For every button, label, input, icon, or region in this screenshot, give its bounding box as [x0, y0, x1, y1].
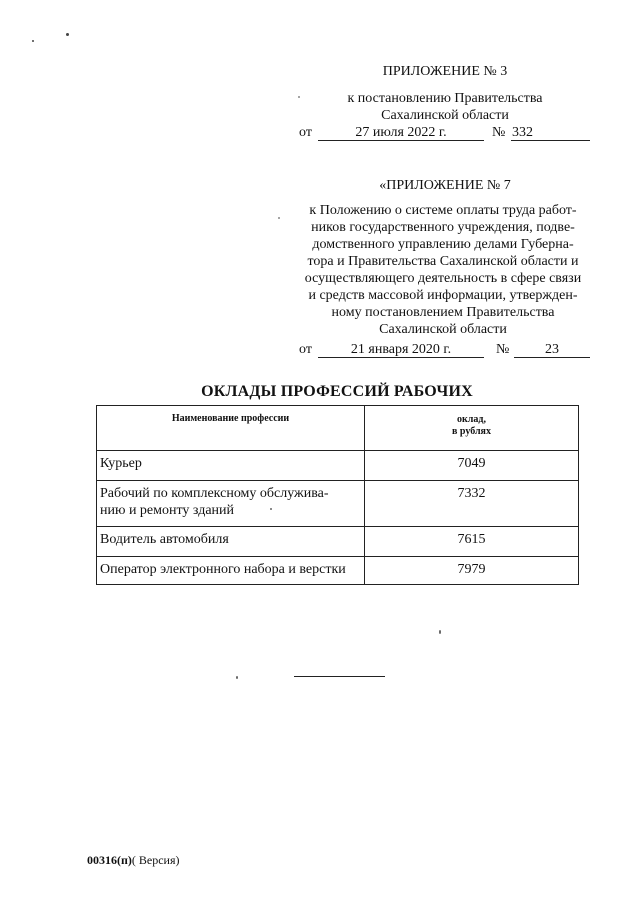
- appendix-7-line: ников государственного учреждения, подве-: [311, 220, 575, 235]
- scan-speck: [278, 217, 280, 219]
- profession-cell: Оператор электронного набора и верстки: [97, 557, 365, 585]
- appendix-3-decree-line: к постановлению Правительства: [347, 91, 543, 106]
- appendix-3-number-label: №: [492, 125, 506, 140]
- scan-speck: [66, 33, 69, 36]
- scan-speck: [32, 40, 34, 42]
- appendix-3-number-underline: [511, 140, 590, 141]
- appendix-3-date: 27 июля 2022 г.: [355, 125, 447, 140]
- salary-cell: 7049: [365, 451, 579, 481]
- header-salary-line2: в рублях: [452, 426, 491, 437]
- appendix-3-region-line: Сахалинской области: [381, 108, 509, 123]
- appendix-7-line: и средств массовой информации, утвержден-: [308, 288, 578, 303]
- table-row: [97, 527, 579, 557]
- appendix-7-line: осуществляющего деятельность в сфере связи: [304, 271, 582, 286]
- appendix-7-line: домственного управлению делами Губерна-: [312, 237, 574, 252]
- salary-cell: 7615: [365, 527, 579, 557]
- appendix-7-line: тора и Правительства Сахалинской области и: [307, 254, 579, 269]
- appendix-7-date: 21 января 2020 г.: [350, 342, 452, 357]
- scan-speck: [439, 630, 441, 634]
- profession-cell: Водитель автомобиля: [97, 527, 365, 557]
- table-title: ОКЛАДЫ ПРОФЕССИЙ РАБОЧИХ: [201, 383, 473, 400]
- appendix-3-from-label: от: [299, 125, 312, 140]
- appendix-7-line: ному постановлением Правительства: [331, 305, 555, 320]
- appendix-7-description: [288, 202, 598, 338]
- scan-speck: [236, 676, 238, 679]
- table-row: [97, 481, 579, 527]
- header-salary: [365, 406, 579, 451]
- header-salary-line1: оклад,: [457, 414, 486, 425]
- version-code: 00316(п): [87, 853, 132, 867]
- header-profession: Наименование профессии: [97, 406, 365, 451]
- version-stamp: [87, 853, 180, 867]
- profession-cell: Рабочий по комплексному обслужива- нию и ремонту зданий: [97, 481, 365, 527]
- appendix-7-title: «ПРИЛОЖЕНИЕ № 7: [379, 178, 511, 193]
- table-row: [97, 557, 579, 585]
- salary-cell: 7332: [365, 481, 579, 527]
- appendix-7-from-label: от: [299, 342, 312, 357]
- appendix-7-date-underline: [318, 357, 484, 358]
- appendix-7-number: 23: [545, 342, 559, 357]
- salary-table: [96, 405, 579, 585]
- profession-cell: Курьер: [97, 451, 365, 481]
- scan-speck: [270, 508, 272, 510]
- table-header-row: [97, 406, 579, 451]
- version-label: ( Версия): [131, 853, 180, 867]
- appendix-3-date-underline: [318, 140, 484, 141]
- appendix-7-number-underline: [514, 357, 590, 358]
- scan-speck: [298, 96, 300, 98]
- end-rule: [294, 676, 385, 677]
- appendix-3-title: ПРИЛОЖЕНИЕ № 3: [382, 64, 508, 79]
- appendix-7-number-label: №: [496, 342, 510, 357]
- appendix-3-number: 332: [512, 125, 533, 140]
- table-row: [97, 451, 579, 481]
- salary-cell: 7979: [365, 557, 579, 585]
- appendix-7-line: к Положению о системе оплаты труда работ-: [309, 203, 577, 218]
- appendix-7-line: Сахалинской области: [379, 322, 507, 337]
